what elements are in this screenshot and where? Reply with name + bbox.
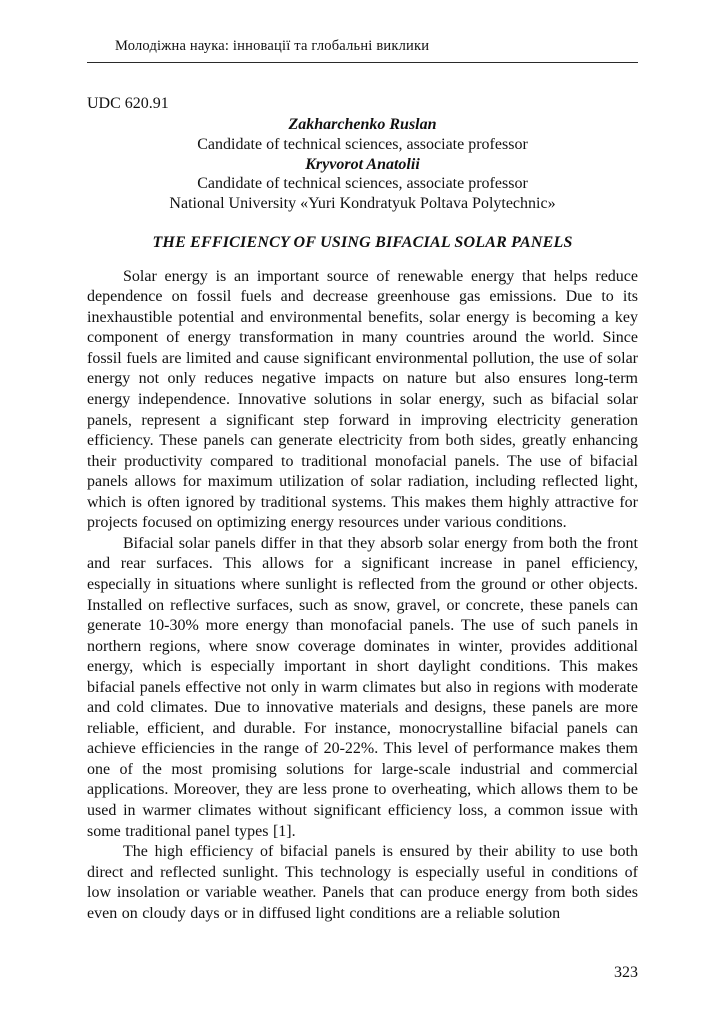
author-block xyxy=(87,115,638,213)
article-title: THE EFFICIENCY OF USING BIFACIAL SOLAR PANELS xyxy=(152,233,573,251)
author-name: Zakharchenko Ruslan xyxy=(288,116,437,134)
running-header xyxy=(87,38,638,63)
paragraph: Bifacial solar panels differ in that they absorb solar energy from both the front and rear surfaces. This allows for a significant increase in panel efficiency, especially in situations where sunlight is reflected from the ground or other objects. Installed on reflective surfaces, such as snow, gravel, or concrete, these panels can generate 10-30% more energy than monofacial panels. The use of such panels in northern regions, where snow coverage dominates in winter, provides additional energy, which is especially important in short daylight conditions. This makes bifacial panels effective not only in warm climates but also in regions with moderate and cold climates. Due to innovative materials and designs, these panels are more reliable, efficient, and durable. For instance, monocrystalline bifacial panels can achieve efficiencies in the range of 20-22%. This level of performance makes them one of the most promising solutions for large-scale industrial and commercial applications. Moreover, they are less prone to overheating, which allows them to be used in warmer climates without significant efficiency loss, a common issue with some traditional panel types [1]. xyxy=(87,534,638,840)
paragraph: The high efficiency of bifacial panels is ensured by their ability to use both direct and reflected sunlight. This technology is especially useful in conditions of low insolation or variable weather. Panels that can produce energy from both sides even on cloudy days or in diffused light conditions are a reliable solution xyxy=(87,843,638,922)
running-header-text: Молодіжна наука: інновації та глобальні виклики xyxy=(115,38,430,54)
author-role: Candidate of technical sciences, associate professor xyxy=(197,175,528,193)
institution: National University «Yuri Kondratyuk Poltava Polytechnic» xyxy=(169,195,556,213)
author-role: Candidate of technical sciences, associate professor xyxy=(197,136,528,154)
author-name: Kryvorot Anatolii xyxy=(305,155,420,173)
udc-code: UDC 620.91 xyxy=(87,95,169,113)
paragraph: Solar energy is an important source of renewable energy that helps reduce dependence on fossil fuels and decrease greenhouse gas emissions. Due to its inexhaustible potential and environmental benefits, solar energy is becoming a key component of energy transformation in many countries around the world. Since fossil fuels are limited and cause significant environmental pollution, the use of solar energy not only reduces negative impacts on nature but also ensures long-term energy independence. Innovative solutions in solar energy, such as bifacial solar panels, represent a significant step forward in improving electricity generation efficiency. These panels can generate electricity from both sides, greatly enhancing their productivity compared to traditional monofacial panels. The use of bifacial panels allows for maximum utilization of solar radiation, including reflected light, which is often ignored by traditional systems. This makes them highly attractive for projects focused on optimizing energy resources under various conditions. xyxy=(87,267,638,532)
page-number: 323 xyxy=(614,964,638,981)
